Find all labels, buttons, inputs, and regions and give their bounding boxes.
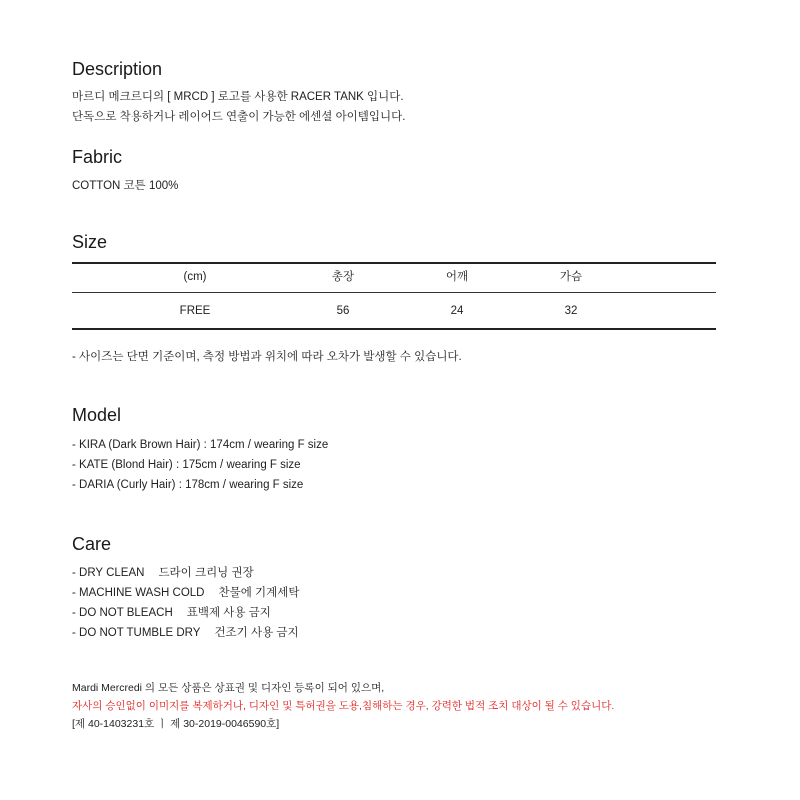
size-table [72, 262, 716, 330]
description-heading: Description [72, 59, 163, 79]
table-header-rule [72, 292, 716, 293]
model-heading: Model [72, 405, 122, 425]
model-line: - KIRA (Dark Brown Hair) : 174cm / wearing F size [72, 439, 329, 451]
care-instruction-en: - DRY CLEAN [72, 567, 145, 579]
care-instruction-ko: 표백제 사용 금지 [186, 607, 271, 619]
footer-warning: 자사의 승인없이 이미지를 복제하거나, 디자인 및 특허권을 도용,침해하는 경우, 강력한 법적 조치 대상이 될 수 있습니다. [72, 700, 615, 712]
table-cell: 56 [336, 305, 350, 317]
size-note: - 사이즈는 단면 기준이며, 측정 방법과 위치에 따라 오차가 발생할 수 있습니다. [72, 351, 462, 363]
description-line: 마르디 메크르디의 [ MRCD ] 로고를 사용한 RACER TANK 입니다. [72, 91, 404, 103]
table-top-rule [72, 262, 716, 264]
care-item [72, 568, 254, 580]
care-item [72, 588, 299, 600]
care-instruction-ko: 드라이 크리닝 권장 [158, 567, 254, 579]
table-header-cell: (cm) [183, 271, 207, 283]
footer-registration-numbers: [제 40-1403231호 ㅣ 제 30-2019-0046590호] [72, 718, 280, 730]
model-line: - DARIA (Curly Hair) : 178cm / wearing F size [72, 479, 304, 491]
care-heading: Care [72, 534, 112, 554]
size-heading: Size [72, 232, 108, 252]
fabric-text: COTTON 코튼 100% [72, 180, 179, 192]
footer-trademark-notice: Mardi Mercredi 의 모든 상품은 상표권 및 디자인 등록이 되어 있으며, [72, 682, 385, 694]
care-instruction-en: - DO NOT BLEACH [72, 607, 173, 619]
care-instruction-ko: 찬물에 기계세탁 [218, 587, 300, 599]
table-cell: 32 [564, 305, 578, 317]
care-instruction-en: - MACHINE WASH COLD [72, 587, 205, 599]
care-item [72, 628, 299, 640]
model-line: - KATE (Blond Hair) : 175cm / wearing F size [72, 459, 301, 471]
fabric-heading: Fabric [72, 147, 123, 167]
care-instruction-en: - DO NOT TUMBLE DRY [72, 627, 201, 639]
table-cell: 24 [450, 305, 464, 317]
table-header-cell: 총장 [331, 271, 355, 283]
table-header-cell: 어깨 [445, 271, 469, 283]
table-cell: FREE [179, 305, 211, 317]
description-line: 단독으로 착용하거나 레이어드 연출이 가능한 에센셜 아이템입니다. [72, 111, 406, 123]
table-header-cell: 가슴 [559, 271, 583, 283]
table-bottom-rule [72, 328, 716, 330]
care-instruction-ko: 건조기 사용 금지 [214, 627, 299, 639]
care-item [72, 608, 271, 620]
